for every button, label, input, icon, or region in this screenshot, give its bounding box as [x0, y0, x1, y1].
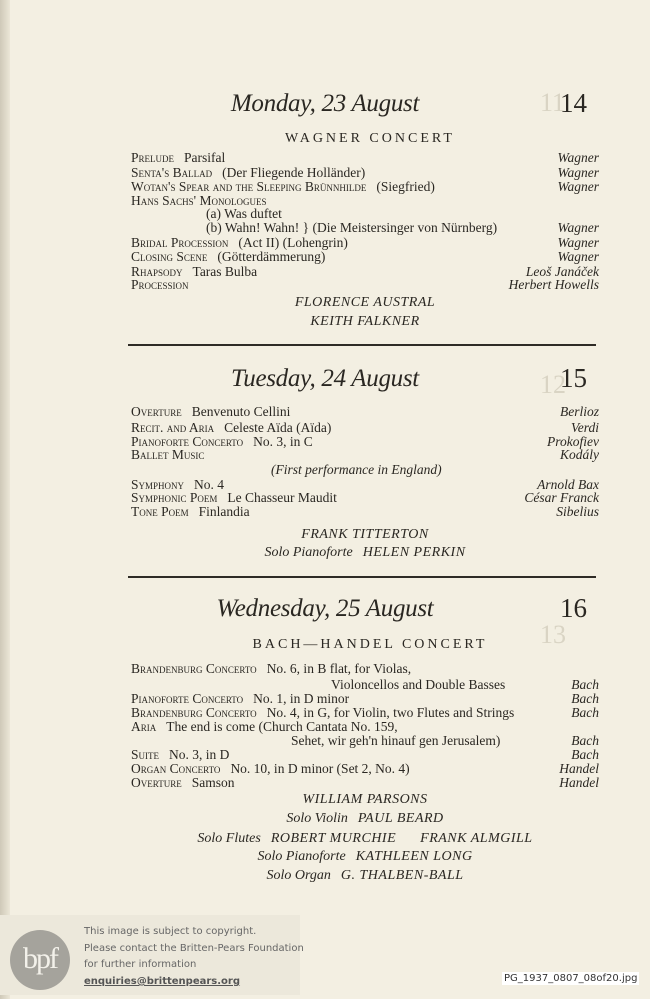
work-type: Hans Sachs' Monologues: [131, 193, 267, 208]
composer: César Franck: [524, 490, 599, 505]
performer-line: [120, 811, 610, 827]
programme-number: 15: [560, 363, 587, 393]
composer: Leoš Janáček: [525, 264, 599, 279]
composer: Herbert Howells: [508, 277, 599, 292]
programme-item: [131, 447, 599, 462]
work-title: No. 10, in D minor (Set 2, No. 4): [230, 761, 410, 776]
work-title: No. 6, in B flat, for Violas,: [266, 661, 412, 676]
programme-item: [131, 504, 599, 519]
programme-item: [131, 150, 599, 165]
performer-names: KEITH FALKNER: [310, 314, 420, 329]
show-through-number: 13: [540, 620, 566, 649]
composer: Kodály: [560, 447, 599, 462]
composer: Handel: [559, 761, 599, 776]
work-type: Procession: [131, 277, 189, 292]
composer: Verdi: [571, 420, 599, 435]
programme-item: [131, 179, 599, 194]
performer-role: Solo Violin: [286, 811, 348, 826]
programme-item: [131, 705, 599, 720]
composer: Berlioz: [560, 404, 599, 419]
composer: Bach: [571, 733, 599, 748]
work-type: Organ Concerto: [131, 761, 221, 776]
performer-names: HELEN PERKIN: [362, 545, 466, 560]
work-title: (a) Was duftet: [206, 206, 282, 221]
programme-item: [131, 249, 599, 264]
composer: Bach: [571, 677, 599, 692]
composer: Wagner: [557, 235, 599, 250]
work-type: Closing Scene: [131, 249, 208, 264]
work-title: Celeste Aïda (Aïda): [224, 420, 332, 435]
programme-item: [131, 220, 599, 235]
programme-item: [131, 420, 599, 435]
composer: Handel: [559, 775, 599, 790]
work-title: No. 4: [194, 477, 225, 492]
performer-line: [120, 831, 610, 847]
programme-item: [131, 747, 599, 762]
work-title: Samson: [191, 775, 235, 790]
bpf-logo: bpf: [10, 930, 70, 990]
performer-line: [120, 868, 610, 884]
programme-item: [131, 733, 599, 748]
work-title: No. 3, in D: [169, 747, 230, 762]
work-type: Overture: [131, 404, 182, 419]
work-title: Finlandia: [198, 504, 250, 519]
day-title: Monday, 23 August: [230, 90, 420, 117]
work-title: Violoncellos and Double Basses: [331, 677, 506, 692]
composer: Wagner: [557, 150, 599, 165]
work-title: (Siegfried): [376, 179, 435, 194]
copyright-line: for further information: [84, 959, 197, 970]
composer: Prokofiev: [547, 434, 599, 449]
work-type: Senta's Ballad: [131, 165, 213, 180]
programme-item: [131, 404, 599, 419]
composer: Bach: [571, 691, 599, 706]
work-title: Sehet, wir geh'n hinauf gen Jerusalem): [291, 733, 501, 748]
performer-names: ROBERT MURCHIE FRANK ALMGILL: [270, 831, 533, 846]
section-divider: [128, 576, 596, 578]
performer-line: [120, 792, 610, 808]
programme-item: [131, 691, 599, 706]
composer: Wagner: [557, 179, 599, 194]
email-link[interactable]: enquiries@brittenpears.org: [84, 976, 241, 987]
composer: Wagner: [557, 249, 599, 264]
page-edge: [0, 0, 10, 999]
composer: Bach: [571, 747, 599, 762]
programme-item: [131, 490, 599, 505]
show-through-number: 12: [540, 370, 566, 399]
work-title: (b) Wahn! Wahn! } (Die Meistersinger von Nürnberg): [206, 220, 498, 235]
work-title: Benvenuto Cellini: [191, 404, 291, 419]
performer-names: WILLIAM PARSONS: [302, 792, 428, 807]
work-type: Prelude: [131, 150, 175, 165]
file-name: PG_1937_0807_08of20.jpg: [504, 973, 638, 984]
section-divider: [128, 344, 596, 346]
work-title: The end is come (Church Cantata No. 159,: [166, 719, 398, 734]
performer-line: [120, 295, 610, 311]
work-title: No. 3, in C: [253, 434, 313, 449]
show-through-number: 11: [540, 88, 566, 117]
work-title: No. 4, in G, for Violin, two Flutes and Strings: [266, 705, 515, 720]
programme-item: [131, 235, 599, 250]
programme-item: [131, 761, 599, 776]
programme-item: [131, 719, 599, 734]
work-type: Symphonic Poem: [131, 490, 218, 505]
programme-item: [131, 277, 599, 292]
copyright-line: This image is subject to copyright.: [84, 926, 257, 937]
work-type: Brandenburg Concerto: [131, 705, 257, 720]
work-title: Parsifal: [184, 150, 226, 165]
composer: Arnold Bax: [537, 477, 599, 492]
programme-item: [131, 165, 599, 180]
work-type: Bridal Procession: [131, 235, 229, 250]
work-title: (First performance in England): [271, 462, 442, 477]
day-title: Tuesday, 24 August: [231, 365, 419, 392]
concert-title: WAGNER CONCERT: [285, 131, 455, 146]
work-type: Rhapsody: [131, 264, 183, 279]
work-type: Symphony: [131, 477, 185, 492]
programme-item: [131, 661, 599, 676]
work-type: Wotan's Spear and the Sleeping Brünnhilde: [131, 179, 367, 194]
work-title: Taras Bulba: [192, 264, 258, 279]
programme-number: 14: [560, 88, 587, 118]
performer-names: G. THALBEN-BALL: [340, 868, 464, 883]
work-type: Pianoforte Concerto: [131, 434, 244, 449]
work-type: Suite: [131, 747, 159, 762]
performer-role: Solo Pianoforte: [257, 849, 346, 864]
work-type: Recit. and Aria: [131, 420, 215, 435]
programme-item: [131, 206, 599, 221]
work-title: No. 1, in D minor: [253, 691, 350, 706]
work-title: Le Chasseur Maudit: [227, 490, 337, 505]
work-type: Tone Poem: [131, 504, 189, 519]
work-type: Brandenburg Concerto: [131, 661, 257, 676]
day-title: Wednesday, 25 August: [216, 595, 434, 622]
performer-role: Solo Pianoforte: [264, 545, 353, 560]
performer-line: [120, 527, 610, 543]
performer-line: [120, 314, 610, 330]
work-title: (Der Fliegende Holländer): [222, 165, 366, 180]
performer-role: Solo Flutes: [197, 831, 261, 846]
composer: Wagner: [557, 165, 599, 180]
programme-item: [131, 462, 599, 477]
work-type: Pianoforte Concerto: [131, 691, 244, 706]
work-title: (Act II) (Lohengrin): [238, 235, 348, 250]
performer-line: [120, 849, 610, 865]
performer-role: Solo Organ: [266, 868, 331, 883]
programme-number: 16: [560, 593, 587, 623]
work-type: Aria: [131, 719, 157, 734]
work-title: (Götterdämmerung): [217, 249, 326, 264]
work-type: Ballet Music: [131, 447, 205, 462]
work-type: Overture: [131, 775, 182, 790]
concert-title: BACH—HANDEL CONCERT: [252, 637, 488, 652]
programme-item: [131, 775, 599, 790]
composer: Sibelius: [556, 504, 599, 519]
composer: Bach: [571, 705, 599, 720]
performer-names: FLORENCE AUSTRAL: [294, 295, 436, 310]
programme-item: [131, 677, 599, 692]
performer-names: FRANK TITTERTON: [301, 527, 429, 542]
composer: Wagner: [557, 220, 599, 235]
copyright-line: Please contact the Britten-Pears Foundation: [84, 943, 304, 954]
performer-line: [120, 545, 610, 561]
performer-names: PAUL BEARD: [357, 811, 444, 826]
performer-names: KATHLEEN LONG: [355, 849, 473, 864]
